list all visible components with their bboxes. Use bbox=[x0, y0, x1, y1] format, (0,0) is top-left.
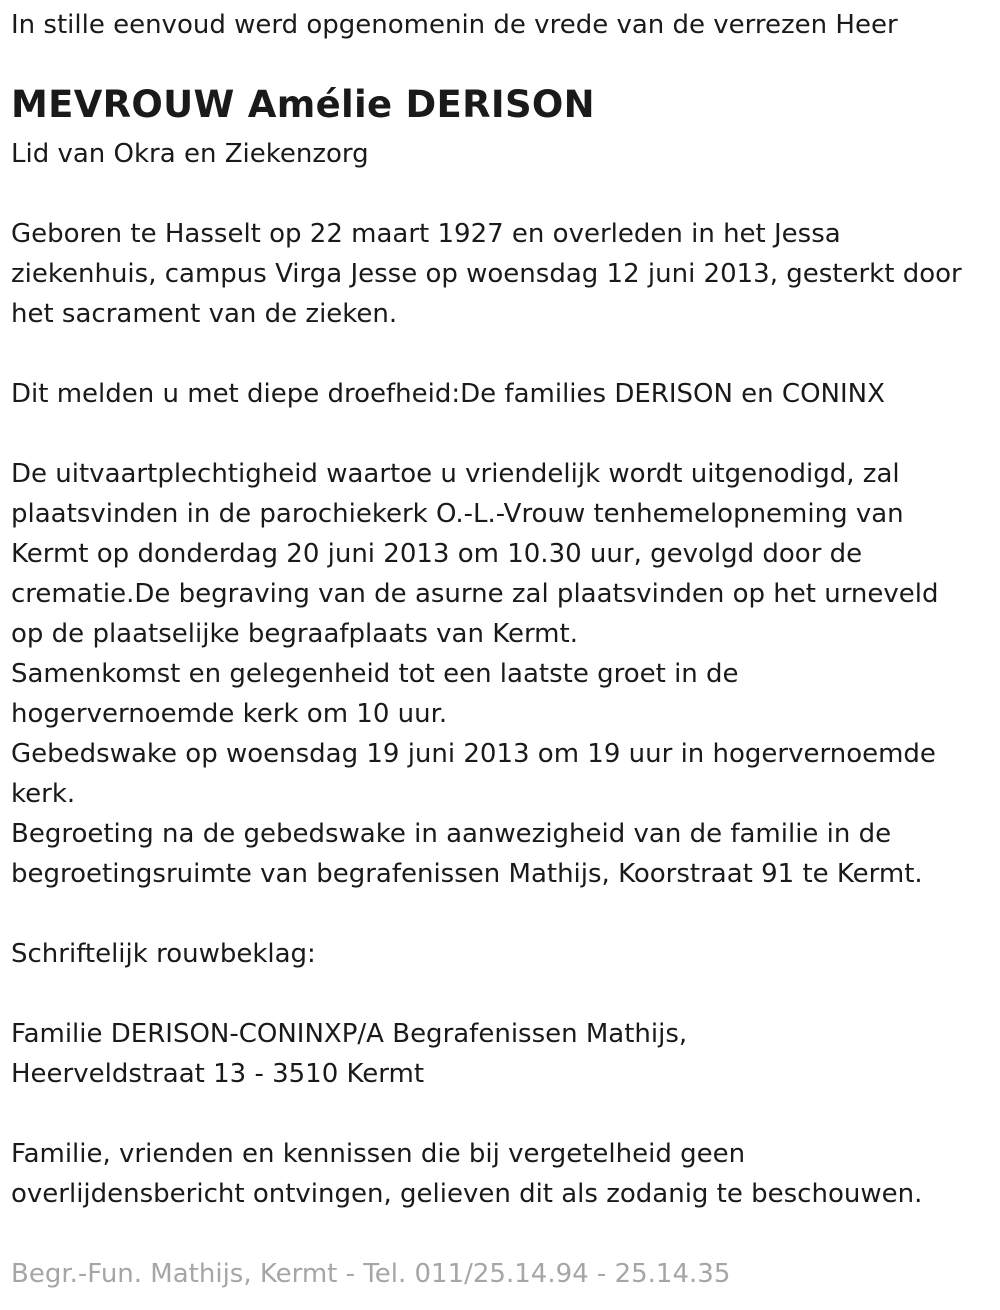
condolence-heading bbox=[11, 934, 316, 974]
condolence-label: Schriftelijk rouwbeklag: bbox=[11, 939, 316, 969]
funeral-home-footer: Begr.-Fun. Mathijs, Kermt - Tel. 011/25.14.94 - 25.14.35 bbox=[11, 1259, 731, 1289]
paragraph-line: Begroeting na de gebedswake in aanwezigheid van de familie in de bbox=[11, 819, 892, 849]
membership-line: Lid van Okra en Ziekenzorg bbox=[11, 139, 369, 169]
paragraph-line: Kermt op donderdag 20 juni 2013 om 10.30 uur, gevolgd door de bbox=[11, 539, 863, 569]
paragraph-line: overlijdensbericht ontvingen, gelieven dit als zodanig te beschouwen. bbox=[11, 1179, 923, 1209]
birth-death-paragraph bbox=[11, 214, 962, 334]
paragraph-line: het sacrament van de zieken. bbox=[11, 299, 398, 329]
paragraph-line: hogervernoemde kerk om 10 uur. bbox=[11, 699, 448, 729]
announcement-paragraph bbox=[11, 374, 885, 414]
paragraph-line: kerk. bbox=[11, 779, 76, 809]
ceremony-paragraph bbox=[11, 454, 939, 894]
paragraph-line: Gebedswake op woensdag 19 juni 2013 om 19 uur in hogervernoemde bbox=[11, 739, 936, 769]
paragraph-line: Samenkomst en gelegenheid tot een laatste groet in de bbox=[11, 659, 739, 689]
address-line: Heerveldstraat 13 - 3510 Kermt bbox=[11, 1059, 425, 1089]
deceased-name: MEVROUW Amélie DERISON bbox=[11, 83, 595, 126]
address-line: Familie DERISON-CONINXP/A Begrafenissen Mathijs, bbox=[11, 1019, 688, 1049]
paragraph-line: De uitvaartplechtigheid waartoe u vriendelijk wordt uitgenodigd, zal bbox=[11, 459, 900, 489]
paragraph-line: Geboren te Hasselt op 22 maart 1927 en overleden in het Jessa bbox=[11, 219, 841, 249]
closing-paragraph bbox=[11, 1134, 922, 1214]
paragraph-line: crematie.De begraving van de asurne zal plaatsvinden op het urneveld bbox=[11, 579, 939, 609]
paragraph-line: op de plaatselijke begraafplaats van Kermt. bbox=[11, 619, 578, 649]
paragraph-line: plaatsvinden in de parochiekerk O.-L.-Vrouw tenhemelopneming van bbox=[11, 499, 904, 529]
announcement-line: Dit melden u met diepe droefheid:De families DERISON en CONINX bbox=[11, 379, 885, 409]
paragraph-line: begroetingsruimte van begrafenissen Mathijs, Koorstraat 91 te Kermt. bbox=[11, 859, 923, 889]
condolence-address bbox=[11, 1014, 687, 1094]
paragraph-line: Familie, vrienden en kennissen die bij vergetelheid geen bbox=[11, 1139, 746, 1169]
intro-line: In stille eenvoud werd opgenomenin de vrede van de verrezen Heer bbox=[11, 10, 898, 40]
paragraph-line: ziekenhuis, campus Virga Jesse op woensdag 12 juni 2013, gesterkt door bbox=[11, 259, 962, 289]
